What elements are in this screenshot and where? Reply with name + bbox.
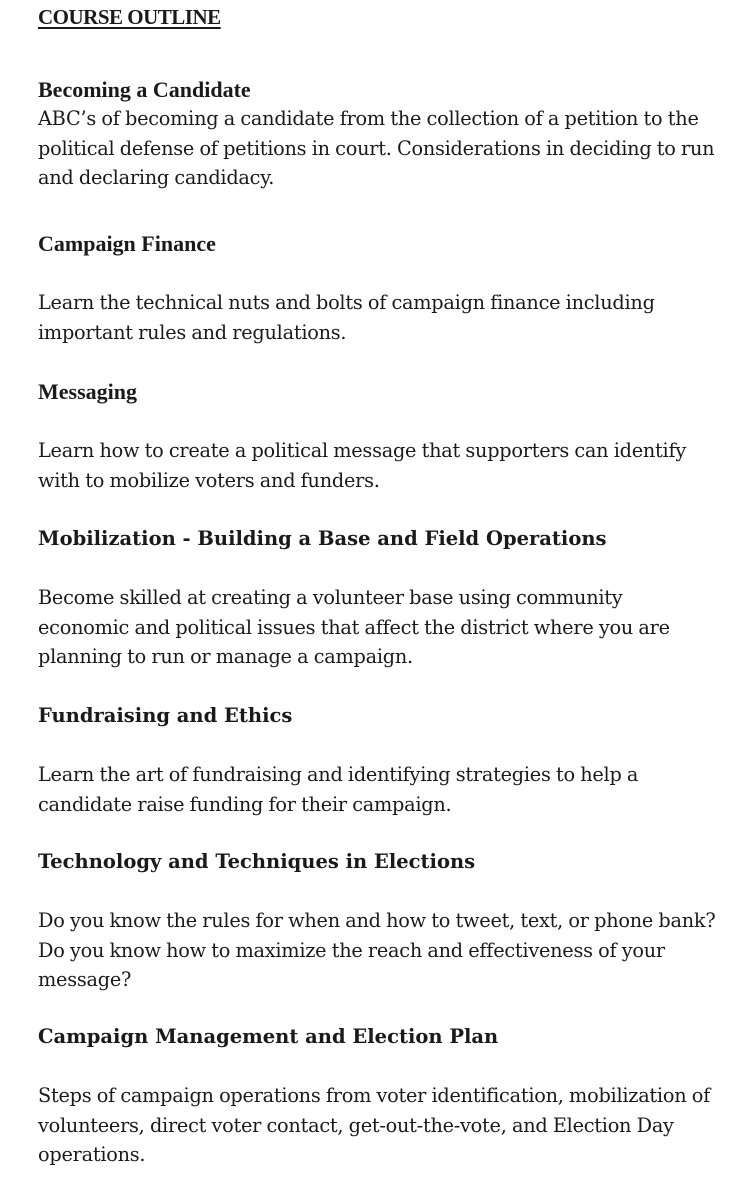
section-fundraising-and-ethics: [38, 701, 718, 819]
section-body: Do you know the rules for when and how to tweet, text, or phone bank? Do you know how to maximize the reach and effectiveness of your message?: [38, 909, 716, 991]
section-messaging: [38, 377, 718, 495]
section-body: Steps of campaign operations from voter identification, mobilization of volunteers, direct voter contact, get-out-the-vote, and Election Day operations.: [38, 1084, 710, 1166]
section-technology-and-techniques: [38, 847, 718, 995]
section-becoming-a-candidate: [38, 75, 718, 193]
section-heading: Technology and Techniques in Elections: [38, 850, 476, 873]
section-body: Become skilled at creating a volunteer base using community economic and political issues that affect the district where you are planning to run or manage a campaign.: [38, 586, 670, 668]
section-heading: Messaging: [38, 379, 137, 404]
section-heading: Campaign Management and Election Plan: [38, 1025, 499, 1048]
section-campaign-management: [38, 1022, 718, 1170]
section-mobilization: [38, 524, 718, 672]
page-title: COURSE OUTLINE: [38, 5, 221, 29]
section-heading: Mobilization - Building a Base and Field Operations: [38, 527, 607, 550]
section-heading: Campaign Finance: [38, 231, 216, 256]
section-body: Learn how to create a political message that supporters can identify with to mobilize voters and funders.: [38, 439, 686, 492]
section-heading: Fundraising and Ethics: [38, 704, 293, 727]
section-body: ABC’s of becoming a candidate from the collection of a petition to the political defense of petitions in court. Considerations in deciding to run and declaring candidacy.: [38, 107, 715, 189]
section-campaign-finance: [38, 229, 718, 347]
section-heading: Becoming a Candidate: [38, 77, 251, 102]
course-outline-document: [38, 4, 718, 1166]
section-body: Learn the art of fundraising and identifying strategies to help a candidate raise funding for their campaign.: [38, 763, 639, 816]
section-body: Learn the technical nuts and bolts of campaign finance including important rules and regulations.: [38, 291, 655, 344]
